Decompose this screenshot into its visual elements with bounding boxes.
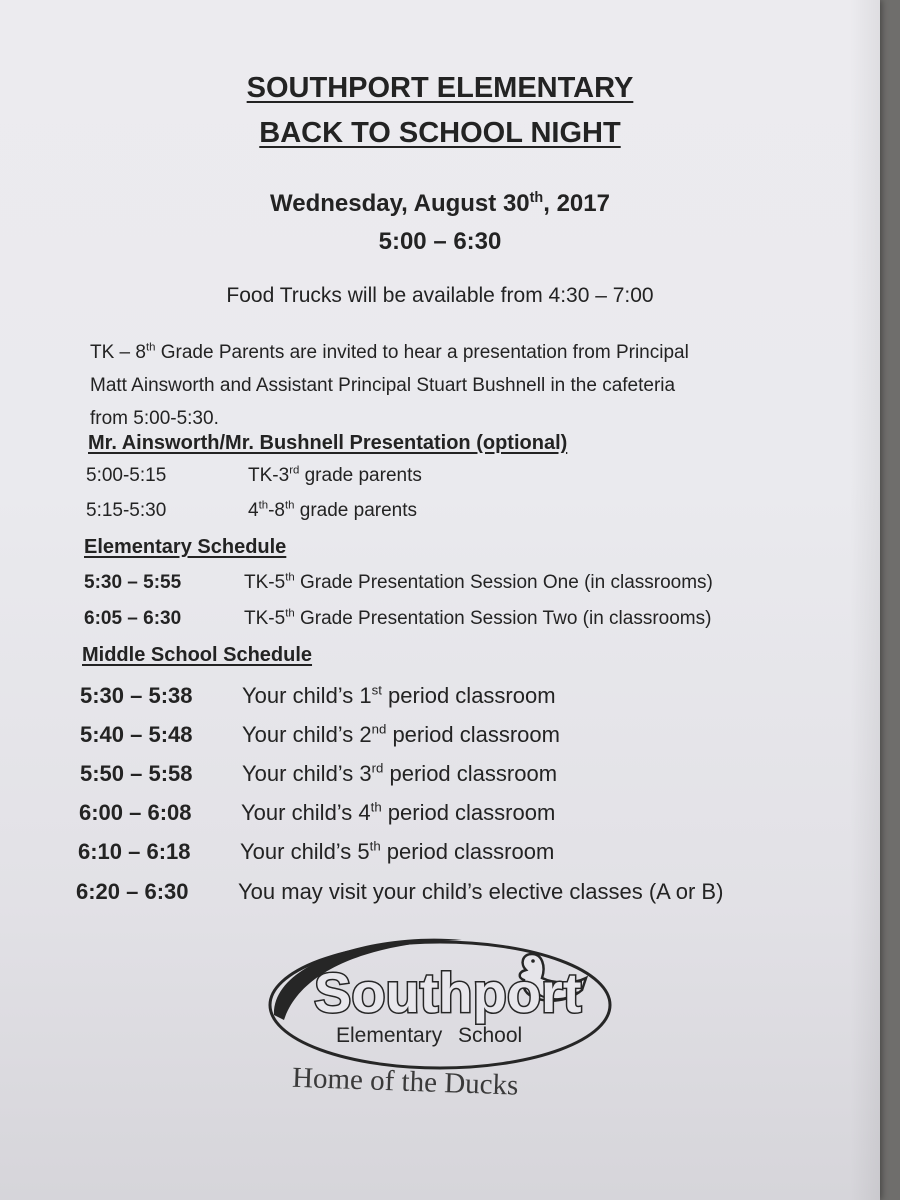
middle-school-row: 5:50 – 5:58 Your child’s 3rd period classroom: [80, 760, 558, 786]
intro-paragraph: TK – 8th Grade Parents are invited to hear a presentation from Principal Matt Ainsworth and Assistant Principal Stuart Bushnell in the cafeteria from 5:00-5:30.: [90, 341, 689, 429]
presentation-row: 5:00-5:15 TK-3rd grade parents: [86, 464, 422, 486]
event-time: 5:00 – 6:30: [378, 228, 502, 255]
middle-school-row: 5:40 – 5:48 Your child’s 2nd period classroom: [80, 721, 560, 747]
paper-shadow: [850, 0, 880, 1200]
middle-school-row: 5:30 – 5:38 Your child’s 1st period classroom: [80, 682, 556, 708]
logo-word-school: School: [458, 1024, 523, 1047]
elementary-row: 6:05 – 6:30 TK-5th Grade Presentation Session Two (in classrooms): [84, 607, 712, 629]
school-logo: [262, 920, 622, 1110]
presentation-heading: Mr. Ainsworth/Mr. Bushnell Presentation (optional): [88, 432, 568, 454]
middle-school-row: 6:00 – 6:08 Your child’s 4th period classroom: [79, 799, 556, 825]
middle-school-row: 6:20 – 6:30 You may visit your child’s elective classes (A or B): [76, 879, 724, 904]
event-title: BACK TO SCHOOL NIGHT: [259, 117, 621, 149]
elementary-heading: Elementary Schedule: [84, 536, 287, 558]
event-date: Wednesday, August 30th, 2017: [270, 190, 610, 217]
logo-motto: Home of the Ducks: [291, 1061, 519, 1102]
food-truck-note: Food Trucks will be available from 4:30 – 7:00: [226, 284, 654, 307]
middle-school-row: 6:10 – 6:18 Your child’s 5th period classroom: [78, 838, 555, 864]
logo-name: Southport: [314, 961, 582, 1024]
presentation-row: 5:15-5:30 4th-8th grade parents: [86, 499, 418, 521]
logo-word-elementary: Elementary: [336, 1024, 443, 1047]
middle-school-heading: Middle School Schedule: [82, 644, 313, 666]
school-title: SOUTHPORT ELEMENTARY: [246, 72, 634, 104]
elementary-row: 5:30 – 5:55 TK-5th Grade Presentation Session One (in classrooms): [84, 571, 713, 593]
